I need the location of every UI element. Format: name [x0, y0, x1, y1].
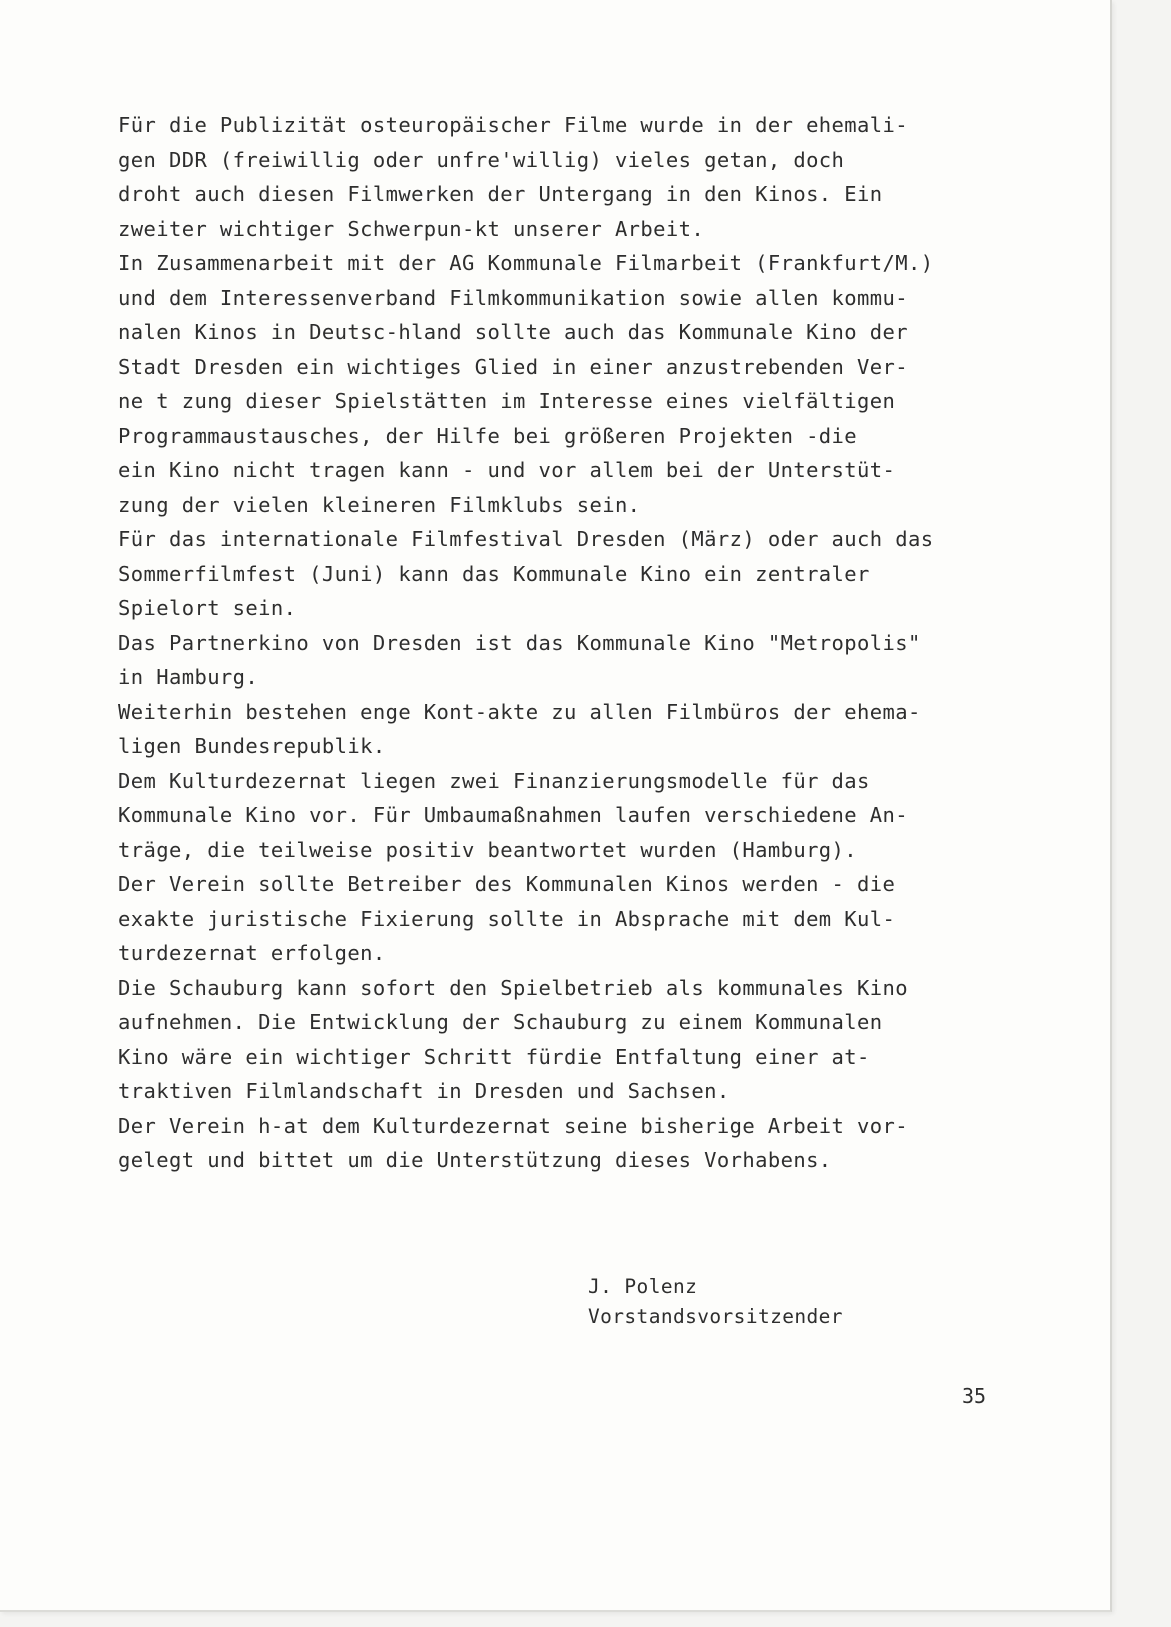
text-line: droht auch diesen Filmwerken der Untergang in den Kinos. Ein: [118, 182, 883, 206]
text-line: träge, die teilweise positiv beantwortet wurden (Hamburg).: [118, 837, 858, 862]
text-line: ligen Bundesrepublik.: [118, 734, 386, 758]
text-line: Dem Kulturdezernat liegen zwei Finanzierungsmodelle für das: [118, 768, 870, 793]
text-line: Spielort sein.: [118, 596, 297, 620]
text-line: gelegt und bittet um die Unterstützung dieses Vorhabens.: [118, 1148, 832, 1172]
text-line: Für das internationale Filmfestival Dresden (März) oder auch das: [118, 527, 934, 551]
text-line: Kino wäre ein wichtiger Schritt fürdie Entfaltung einer at-: [118, 1044, 870, 1069]
text-line: turdezernat erfolgen.: [118, 941, 386, 965]
text-line: Sommerfilmfest (Juni) kann das Kommunale Kino ein zentraler: [118, 561, 870, 586]
text-line: ne t zung dieser Spielstätten im Interesse eines vielfältigen: [118, 389, 896, 413]
text-line: Der Verein h-at dem Kulturdezernat seine bisherige Arbeit vor-: [118, 1113, 909, 1138]
signature-block: [588, 1272, 843, 1332]
text-line: Kommunale Kino vor. Für Umbaumaßnahmen laufen verschiedene An-: [118, 803, 909, 827]
text-line: zweiter wichtiger Schwerpun-kt unserer Arbeit.: [118, 216, 705, 241]
text-line: Programmaustausches, der Hilfe bei größeren Projekten -die: [118, 423, 858, 448]
text-line: Stadt Dresden ein wichtiges Glied in einer anzustrebenden Ver-: [118, 354, 909, 379]
text-line: aufnehmen. Die Entwicklung der Schauburg zu einem Kommunalen: [118, 1010, 883, 1034]
text-line: gen DDR (freiwillig oder unfre'willig) vieles getan, doch: [118, 147, 845, 172]
text-line: exakte juristische Fixierung sollte in Absprache mit dem Kul-: [118, 906, 896, 931]
text-line: Für die Publizität osteuropäischer Filme wurde in der ehemali-: [118, 113, 909, 137]
text-line: ein Kino nicht tragen kann - und vor allem bei der Unterstüt-: [118, 458, 896, 482]
signatory-name: J. Polenz: [588, 1275, 698, 1298]
text-line: und dem Interessenverband Filmkommunikation sowie allen kommu-: [118, 285, 909, 310]
text-line: nalen Kinos in Deutsc-hland sollte auch das Kommunale Kino der: [118, 320, 909, 344]
text-line: zung der vielen kleineren Filmklubs sein.: [118, 492, 641, 517]
text-line: Die Schauburg kann sofort den Spielbetrieb als kommunales Kino: [118, 975, 909, 1000]
text-line: traktiven Filmlandschaft in Dresden und Sachsen.: [118, 1079, 730, 1103]
page-number: 35: [962, 1384, 987, 1408]
text-line: Der Verein sollte Betreiber des Kommunalen Kinos werden - die: [118, 872, 896, 896]
text-line: Das Partnerkino von Dresden ist das Kommunale Kino "Metropolis": [118, 630, 921, 655]
body-text: [118, 108, 998, 1178]
text-line: in Hamburg.: [118, 665, 259, 689]
text-line: In Zusammenarbeit mit der AG Kommunale Filmarbeit (Frankfurt/M.): [118, 251, 934, 275]
signatory-title: Vorstandsvorsitzender: [588, 1305, 843, 1328]
text-line: Weiterhin bestehen enge Kont-akte zu allen Filmbüros der ehema-: [118, 699, 921, 724]
